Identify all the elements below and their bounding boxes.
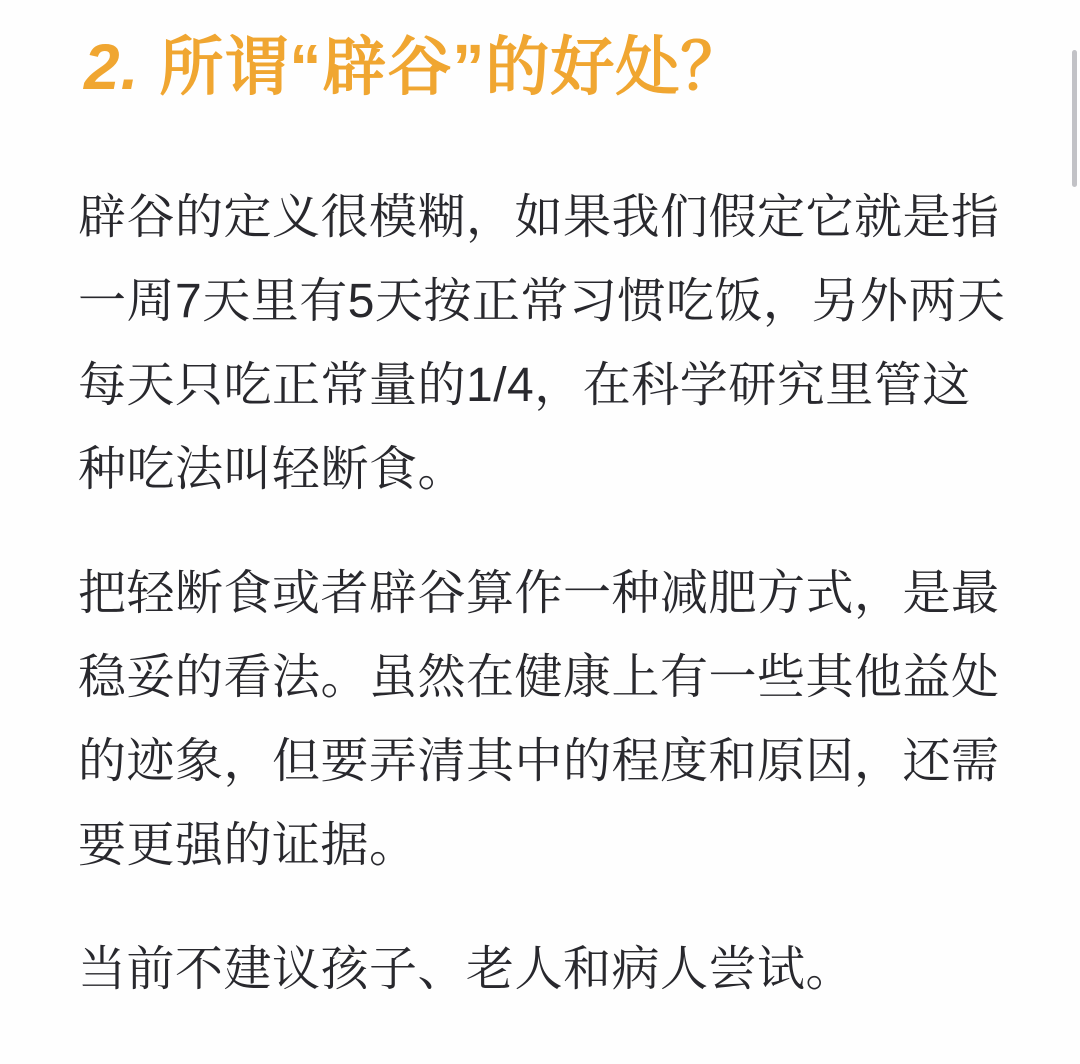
paragraph-line: 每天只吃正常量的1/4，在科学研究里管这 (78, 359, 971, 413)
paragraph-line: 要更强的证据。 (78, 819, 418, 873)
heading-number: 2. (84, 31, 140, 103)
paragraph-line: 把轻断食或者辟谷算作一种减肥方式，是最 (78, 567, 1000, 621)
paragraph-line: 辟谷的定义很模糊，如果我们假定它就是指 (78, 191, 1000, 245)
paragraph-3 (78, 928, 1005, 1012)
paragraph-line: 的迹象，但要弄清其中的程度和原因，还需 (78, 735, 1000, 789)
paragraph-line: 一周7天里有5天按正常习惯吃饭，另外两天 (78, 275, 1006, 329)
paragraph-1 (78, 176, 1005, 512)
paragraph-line: 当前不建议孩子、老人和病人尝试。 (78, 943, 855, 997)
heading-title: 所谓“辟谷”的好处？ (159, 31, 746, 103)
scrollbar-thumb[interactable] (1072, 50, 1077, 187)
paragraph-line: 稳妥的看法。虽然在健康上有一些其他益处 (78, 651, 1000, 705)
paragraph-2 (78, 552, 1005, 888)
section-heading (84, 30, 1005, 104)
paragraph-line: 种吃法叫轻断食。 (78, 443, 467, 497)
